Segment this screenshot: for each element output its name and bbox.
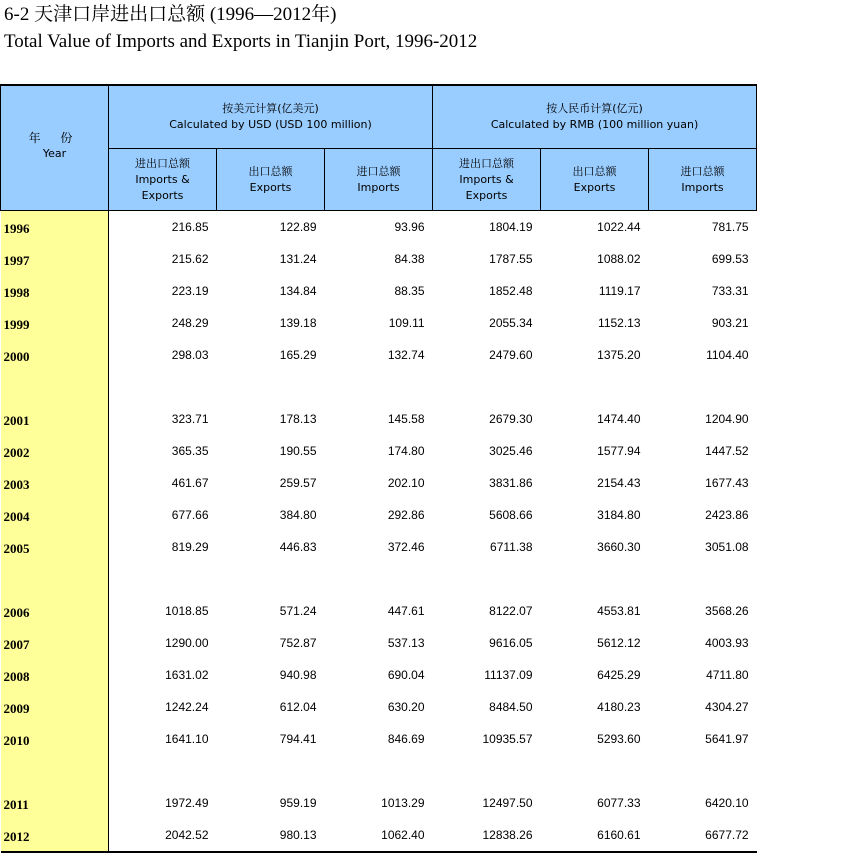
usd-group-header (109, 85, 433, 149)
usd-total-cell: 819.29 (171, 540, 209, 554)
usd-exports-cell: 131.24 (279, 252, 317, 266)
rmb-imports-cell: 781.75 (711, 220, 749, 234)
spacer-cell (433, 371, 541, 403)
usd-total-cell: 215.62 (171, 252, 209, 266)
usd-exports-cell: 612.04 (279, 700, 317, 714)
usd-imports-cell: 1013.29 (381, 796, 425, 810)
trade-data-table (0, 84, 757, 853)
rmb-total-cn: 进出口总额 (459, 156, 515, 170)
usd-exports-cell: 190.55 (279, 444, 317, 458)
usd-exports-cell: 794.41 (279, 732, 317, 746)
table-row (1, 467, 757, 499)
rmb-total-cell: 1804.19 (489, 220, 533, 234)
table-title-english: Total Value of Imports and Exports in Tianjin Port, 1996-2012 (4, 31, 478, 52)
rmb-imports-cell: 733.31 (711, 284, 749, 298)
usd-total-cell: 677.66 (171, 508, 209, 522)
rmb-group-cn: 按人民币计算(亿元) (546, 102, 643, 115)
usd-imports-en: Imports (357, 180, 400, 194)
usd-total-cell: 1242.24 (165, 700, 209, 714)
table-row (1, 659, 757, 691)
table-title-chinese: 6-2 天津口岸进出口总额 (1996—2012年) (4, 4, 337, 25)
table-row (1, 339, 757, 371)
usd-total-cell: 1972.49 (165, 796, 209, 810)
year-cell: 2005 (1, 531, 109, 563)
spacer-cell (541, 563, 649, 595)
spacer-cell (541, 755, 649, 787)
usd-imports-cell: 93.96 (394, 220, 425, 234)
usd-exports-cell: 752.87 (279, 636, 317, 650)
rmb-total-en2: Exports (465, 188, 508, 202)
usd-imports-cell: 292.86 (387, 508, 425, 522)
usd-exports-cell: 139.18 (279, 316, 317, 330)
usd-total-cell: 365.35 (171, 444, 209, 458)
table-row (1, 723, 757, 755)
rmb-imports-cell: 6420.10 (705, 796, 749, 810)
spacer-cell (325, 371, 433, 403)
rmb-exports-cell: 3660.30 (597, 540, 641, 554)
rmb-exports-cell: 1152.13 (598, 316, 641, 330)
table-row (1, 435, 757, 467)
usd-total-cn: 进出口总额 (135, 156, 190, 170)
year-cell: 1997 (1, 243, 109, 275)
rmb-imports-cell: 1104.40 (706, 348, 749, 362)
rmb-imports-cell: 1204.90 (705, 412, 749, 426)
usd-group-cn: 按美元计算(亿美元) (222, 102, 319, 115)
usd-total-cell: 2042.52 (165, 828, 209, 842)
usd-imports-cell: 132.74 (387, 348, 425, 362)
rmb-exports-cell: 5612.12 (597, 636, 641, 650)
rmb-total-cell: 9616.05 (489, 636, 533, 650)
rmb-exports-cell: 1577.94 (597, 444, 641, 458)
usd-imports-cell: 84.38 (394, 252, 425, 266)
rmb-exports-cell: 6077.33 (597, 796, 641, 810)
table-row (1, 403, 757, 435)
usd-exports-cell: 122.89 (279, 220, 317, 234)
usd-exports-cell: 134.84 (279, 284, 317, 298)
rmb-imports-cell: 2423.86 (705, 508, 749, 522)
usd-total-en2: Exports (141, 188, 184, 202)
table-row (1, 307, 757, 339)
rmb-imports-header (649, 149, 757, 211)
year-cell: 2007 (1, 627, 109, 659)
usd-exports-cell: 384.80 (279, 508, 317, 522)
usd-exports-cell: 165.29 (279, 348, 317, 362)
table-row (1, 691, 757, 723)
rmb-total-cell: 2055.34 (489, 316, 533, 330)
rmb-imports-cn: 进口总额 (680, 164, 725, 178)
rmb-exports-cn: 出口总额 (572, 164, 617, 178)
usd-exports-cell: 259.57 (279, 476, 317, 490)
spacer-cell (649, 563, 757, 595)
rmb-exports-cell: 4553.81 (597, 604, 641, 618)
table-row (1, 531, 757, 563)
rmb-group-header (433, 85, 757, 149)
rmb-imports-cell: 903.21 (711, 316, 749, 330)
usd-imports-cell: 145.58 (387, 412, 425, 426)
spacer-row (1, 371, 757, 403)
usd-imports-cell: 109.11 (388, 316, 425, 330)
rmb-total-cell: 8484.50 (489, 700, 533, 714)
rmb-imports-en: Imports (681, 180, 724, 194)
usd-imports-cell: 447.61 (387, 604, 425, 618)
spacer-year-cell (1, 371, 109, 403)
spacer-cell (649, 371, 757, 403)
rmb-imports-cell: 4711.80 (706, 668, 749, 682)
usd-total-cell: 323.71 (171, 412, 209, 426)
usd-exports-cell: 178.13 (279, 412, 317, 426)
rmb-imports-cell: 6677.72 (705, 828, 749, 842)
table-row (1, 211, 757, 244)
rmb-total-cell: 10935.57 (482, 732, 533, 746)
usd-total-cell: 248.29 (171, 316, 209, 330)
rmb-total-cell: 6711.38 (490, 540, 533, 554)
usd-total-cell: 216.85 (171, 220, 209, 234)
rmb-imports-cell: 699.53 (711, 252, 749, 266)
usd-exports-cell: 980.13 (279, 828, 317, 842)
year-header-en: Year (42, 147, 67, 160)
rmb-imports-cell: 4003.93 (705, 636, 749, 650)
table-row (1, 819, 757, 852)
rmb-total-cell: 8122.07 (489, 604, 533, 618)
rmb-exports-cell: 6425.29 (597, 668, 641, 682)
rmb-total-cell: 1852.48 (489, 284, 533, 298)
table-row (1, 243, 757, 275)
usd-exports-cell: 446.83 (279, 540, 317, 554)
spacer-cell (325, 563, 433, 595)
year-cell: 2011 (1, 787, 109, 819)
usd-imports-cell: 1062.40 (381, 828, 425, 842)
usd-imports-cell: 846.69 (387, 732, 425, 746)
rmb-imports-cell: 4304.27 (705, 700, 749, 714)
spacer-cell (109, 755, 217, 787)
rmb-exports-en: Exports (573, 180, 616, 194)
rmb-exports-cell: 3184.80 (597, 508, 641, 522)
rmb-exports-cell: 1375.20 (597, 348, 641, 362)
spacer-cell (217, 371, 325, 403)
spacer-cell (109, 563, 217, 595)
usd-imports-header (325, 149, 433, 211)
rmb-imports-cell: 3051.08 (705, 540, 749, 554)
usd-exports-cn: 出口总额 (248, 164, 293, 178)
spacer-cell (649, 755, 757, 787)
usd-imports-cell: 88.35 (394, 284, 425, 298)
rmb-exports-cell: 4180.23 (597, 700, 641, 714)
year-cell: 2002 (1, 435, 109, 467)
table-row (1, 627, 757, 659)
rmb-imports-cell: 1447.52 (705, 444, 749, 458)
spacer-row (1, 755, 757, 787)
usd-imports-cell: 174.80 (387, 444, 425, 458)
spacer-cell (217, 755, 325, 787)
spacer-cell (433, 563, 541, 595)
spacer-cell (325, 755, 433, 787)
usd-total-cell: 1290.00 (165, 636, 209, 650)
rmb-total-cell: 3025.46 (489, 444, 533, 458)
usd-exports-cell: 940.98 (279, 668, 317, 682)
usd-group-en: Calculated by USD (USD 100 million) (169, 118, 372, 131)
rmb-exports-cell: 6160.61 (597, 828, 641, 842)
year-cell: 2004 (1, 499, 109, 531)
usd-imports-cell: 202.10 (387, 476, 425, 490)
year-cell: 2001 (1, 403, 109, 435)
year-cell: 2008 (1, 659, 109, 691)
year-cell: 2003 (1, 467, 109, 499)
table-body (1, 211, 757, 853)
spacer-cell (109, 371, 217, 403)
rmb-exports-cell: 1088.02 (597, 252, 641, 266)
rmb-total-cell: 12497.50 (482, 796, 533, 810)
rmb-imports-cell: 1677.43 (705, 476, 749, 490)
rmb-exports-header (541, 149, 649, 211)
usd-imports-cell: 690.04 (387, 668, 425, 682)
table-row (1, 595, 757, 627)
usd-total-header (109, 149, 217, 211)
year-cell: 2000 (1, 339, 109, 371)
rmb-total-header (433, 149, 541, 211)
year-cell: 2006 (1, 595, 109, 627)
rmb-exports-cell: 5293.60 (597, 732, 641, 746)
spacer-year-cell (1, 755, 109, 787)
year-cell: 1996 (1, 211, 109, 244)
usd-exports-cell: 571.24 (279, 604, 317, 618)
usd-total-cell: 1631.02 (165, 668, 209, 682)
usd-imports-cell: 537.13 (387, 636, 425, 650)
table-row (1, 275, 757, 307)
year-cell: 2010 (1, 723, 109, 755)
year-header-cn: 年 份 (28, 131, 81, 145)
usd-total-cell: 1641.10 (165, 732, 209, 746)
usd-total-cell: 461.67 (171, 476, 209, 490)
rmb-imports-cell: 5641.97 (705, 732, 749, 746)
rmb-total-en1: Imports & (459, 172, 514, 186)
usd-total-cell: 223.19 (171, 284, 209, 298)
spacer-year-cell (1, 563, 109, 595)
rmb-imports-cell: 3568.26 (705, 604, 749, 618)
usd-imports-cell: 372.46 (387, 540, 425, 554)
spacer-row (1, 563, 757, 595)
rmb-total-cell: 5608.66 (489, 508, 533, 522)
spacer-cell (541, 371, 649, 403)
year-cell: 1999 (1, 307, 109, 339)
rmb-total-cell: 2479.60 (489, 348, 533, 362)
year-cell: 1998 (1, 275, 109, 307)
rmb-exports-cell: 2154.43 (597, 476, 641, 490)
rmb-total-cell: 12838.26 (482, 828, 533, 842)
year-cell: 2012 (1, 819, 109, 852)
spacer-cell (433, 755, 541, 787)
table-row (1, 499, 757, 531)
rmb-group-en: Calculated by RMB (100 million yuan) (490, 118, 699, 131)
usd-total-en1: Imports & (135, 172, 190, 186)
rmb-total-cell: 3831.86 (489, 476, 533, 490)
year-cell: 2009 (1, 691, 109, 723)
usd-exports-en: Exports (249, 180, 292, 194)
table-row (1, 787, 757, 819)
usd-imports-cell: 630.20 (387, 700, 425, 714)
usd-total-cell: 1018.85 (165, 604, 209, 618)
rmb-exports-cell: 1119.17 (598, 284, 641, 298)
usd-exports-header (217, 149, 325, 211)
rmb-total-cell: 2679.30 (489, 412, 533, 426)
rmb-total-cell: 11137.09 (484, 668, 533, 682)
usd-imports-cn: 进口总额 (356, 164, 401, 178)
usd-exports-cell: 959.19 (279, 796, 317, 810)
year-column-header (1, 85, 109, 211)
rmb-exports-cell: 1022.44 (597, 220, 641, 234)
spacer-cell (217, 563, 325, 595)
usd-total-cell: 298.03 (171, 348, 209, 362)
rmb-exports-cell: 1474.40 (597, 412, 641, 426)
rmb-total-cell: 1787.55 (489, 252, 533, 266)
